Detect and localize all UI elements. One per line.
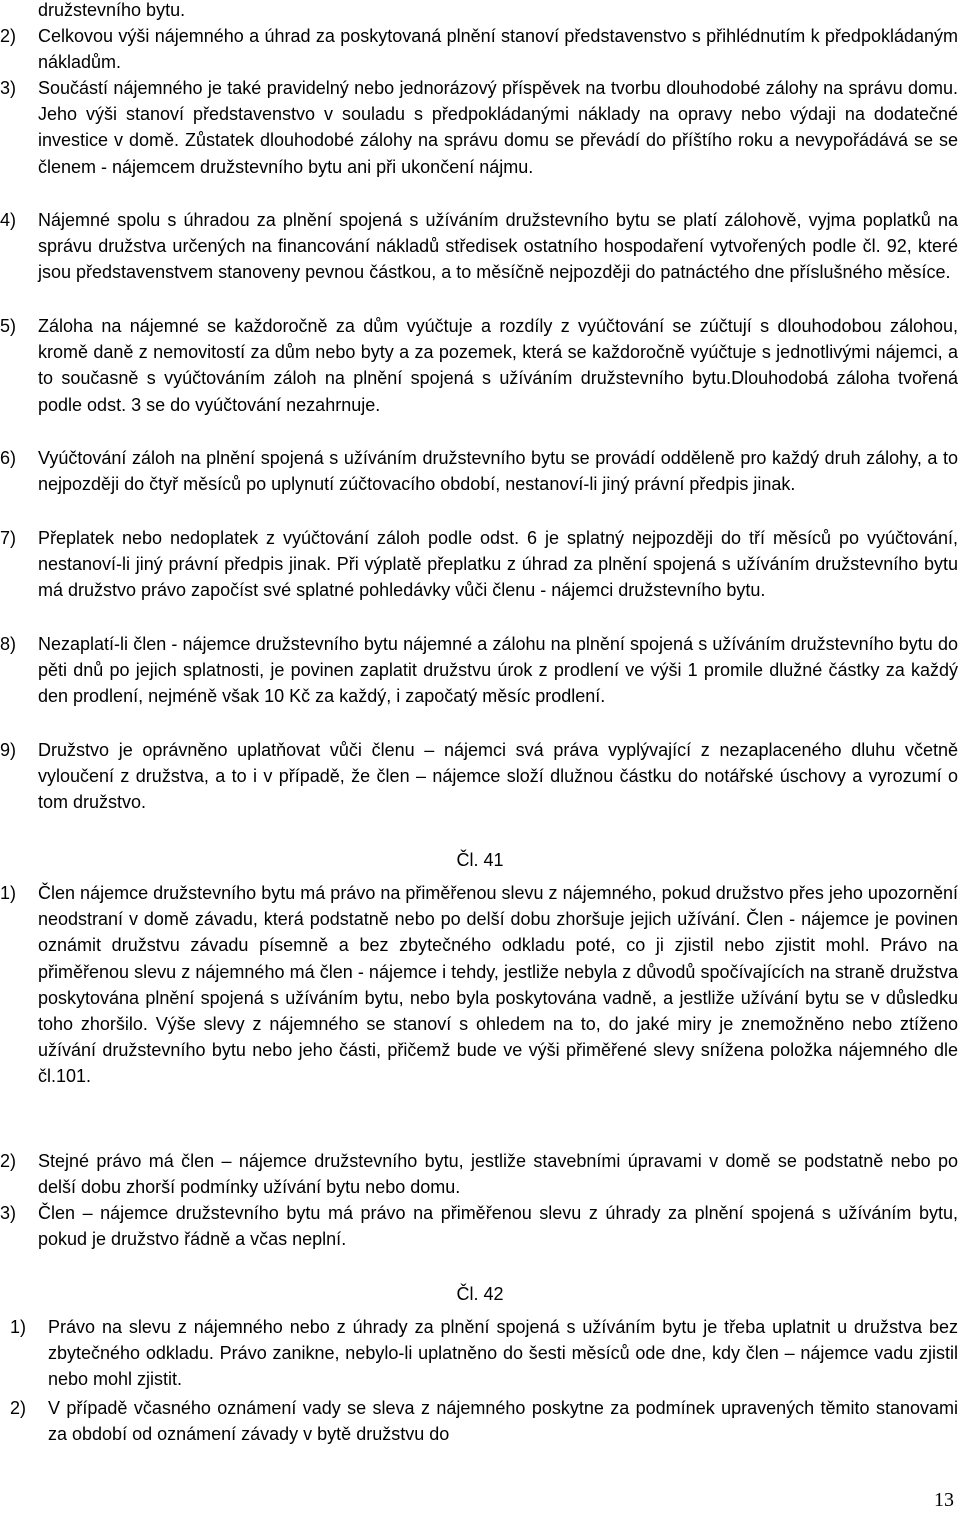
item-number: 1) xyxy=(10,1317,27,1337)
list-item xyxy=(0,631,958,710)
list-item xyxy=(0,1395,958,1447)
list-item xyxy=(0,737,958,816)
list-item xyxy=(0,1314,958,1393)
item-text: Nezaplatí-li člen - nájemce družstevního bytu nájemné a zálohu na plnění spojená s užíváním družstevního bytu do pěti dnů po jejich splatnosti, je povinen zaplatit družstvu úrok z prodlení ve výši 1 promile dlužné částky za každý den prodlení, nejméně však 10 Kč za každý, i započatý měsíc prodlení. xyxy=(38,634,958,707)
item-number: 3) xyxy=(0,78,17,98)
list-item xyxy=(0,207,958,286)
item-number: 7) xyxy=(0,528,17,548)
item-text: Právo na slevu z nájemného nebo z úhrady za plnění spojená s užíváním bytu je třeba uplatnit u družstva bez zbytečného odkladu. Právo zanikne, nebylo-li uplatněno do šesti měsíců ode dne, kdy člen – nájemce vadu zjistil nebo mohl zjistit. xyxy=(48,1317,958,1390)
list-item xyxy=(0,23,958,75)
continued-fragment: družstevního bytu. xyxy=(38,0,186,20)
item-number: 2) xyxy=(0,1151,17,1171)
article-heading: Čl. 41 xyxy=(456,850,504,870)
list-item xyxy=(0,1148,958,1200)
item-number: 8) xyxy=(0,634,17,654)
item-text: Záloha na nájemné se každoročně za dům vyúčtuje a rozdíly z vyúčtování se zúčtují s dlouhodobou zálohou, kromě daně z nemovitostí za dům nebo byty a za pozemek, která se každoročně vyúčtuje s jednotlivými nájemci, a to současně s vyúčtováním záloh na plnění spojená s užíváním družstevního bytu.Dlouhodobá záloha tvořená podle odst. 3 se do vyúčtování nezahrnuje. xyxy=(38,316,958,415)
article-heading: Čl. 42 xyxy=(456,1284,504,1304)
item-number: 3) xyxy=(0,1203,17,1223)
item-text: Vyúčtování záloh na plnění spojená s užíváním družstevního bytu se provádí odděleně pro každý druh zálohy, a to nejpozději do čtyř měsíců po uplynutí zúčtovacího období, nestanoví-li jiný právní předpis jinak. xyxy=(38,448,958,495)
item-text: Součástí nájemného je také pravidelný nebo jednorázový příspěvek na tvorbu dlouhodobé zálohy na správu domu. Jeho výši stanoví představenstvo v souladu s předpokládanými náklady na opravy nebo výdaji na dodatečné investice v domě. Zůstatek dlouhodobé zálohy na správu domu se převádí do příštího roku a nevypořádává se se členem - nájemcem družstevního bytu ani při ukončení nájmu. xyxy=(38,78,958,177)
item-number: 4) xyxy=(0,210,17,230)
list-item xyxy=(0,75,958,180)
item-text: Družstvo je oprávněno uplatňovat vůči členu – nájemci svá práva vyplývající z nezaplaceného dluhu včetně vyloučení z družstva, a to i v případě, že člen – nájemce složí dlužnou částku do notářské úschovy a vyrozumí o tom družstvo. xyxy=(38,740,958,813)
item-number: 2) xyxy=(10,1398,27,1418)
list-item xyxy=(0,525,958,604)
item-number: 6) xyxy=(0,448,17,468)
item-number: 2) xyxy=(0,26,17,46)
item-text: V případě včasného oznámení vady se sleva z nájemného poskytne za podmínek upravených těmito stanovami za období od oznámení závady v bytě družstvu do xyxy=(48,1398,958,1445)
item-text: Nájemné spolu s úhradou za plnění spojená s užíváním družstevního bytu se platí zálohově, vyjma poplatků na správu družstva určených na financování nákladů středisek ostatního hospodaření vytvořených podle čl. 92, které jsou představenstvem stanoveny pevnou částkou, a to měsíčně nejpozději do patnáctého dne příslušného měsíce. xyxy=(38,210,958,283)
item-text: Celkovou výši nájemného a úhrad za poskytovaná plnění stanoví představenstvo s přihlédnutím k předpokládaným nákladům. xyxy=(38,26,958,73)
item-number: 5) xyxy=(0,316,17,336)
list-item xyxy=(0,445,958,497)
list-item xyxy=(0,880,958,1090)
item-number: 1) xyxy=(0,883,17,903)
item-text: Přeplatek nebo nedoplatek z vyúčtování záloh podle odst. 6 je splatný nejpozději do tří měsíců po vyúčtování, nestanoví-li jiný právní předpis jinak. Při výplatě přeplatku z úhrad za plnění spojená s užíváním družstevního bytu má družstvo právo započíst své splatné pohledávky vůči členu - nájemci družstevního bytu. xyxy=(38,528,958,601)
item-text: Stejné právo má člen – nájemce družstevního bytu, jestliže stavebními úpravami v domě se podstatně nebo po delší dobu zhorší podmínky užívání bytu nebo domu. xyxy=(38,1151,958,1198)
item-text: Člen nájemce družstevního bytu má právo na přiměřenou slevu z nájemného, pokud družstvo přes jeho upozornění neodstraní v domě závadu, která podstatně nebo po delší dobu zhoršuje jejich užívání. Člen - nájemce je povinen oznámit družstvu závadu písemně a bez zbytečného odkladu poté, co ji zjistil nebo zjistit mohl. Právo na přiměřenou slevu z nájemného má člen - nájemce i tehdy, jestliže nebyla z důvodů spočívajících na straně družstva poskytována plnění spojená s užíváním bytu, nebo byla poskytována vadně, a jestliže užívání bytu se v důsledku toho zhoršilo. Výše slevy z nájemného se stanoví s ohledem na to, do jaké miry je znemožněno nebo ztíženo užívání družstevního bytu nebo jeho části, přičemž bude ve výši přiměřené slevy snížena položka nájemného dle čl.101. xyxy=(38,883,958,1087)
page-number: 13 xyxy=(934,1489,954,1511)
list-item xyxy=(0,1200,958,1252)
item-text: Člen – nájemce družstevního bytu má právo na přiměřenou slevu z úhrady za plnění spojená s užíváním bytu, pokud je družstvo řádně a včas neplní. xyxy=(38,1203,958,1250)
list-item xyxy=(0,313,958,418)
item-number: 9) xyxy=(0,740,17,760)
